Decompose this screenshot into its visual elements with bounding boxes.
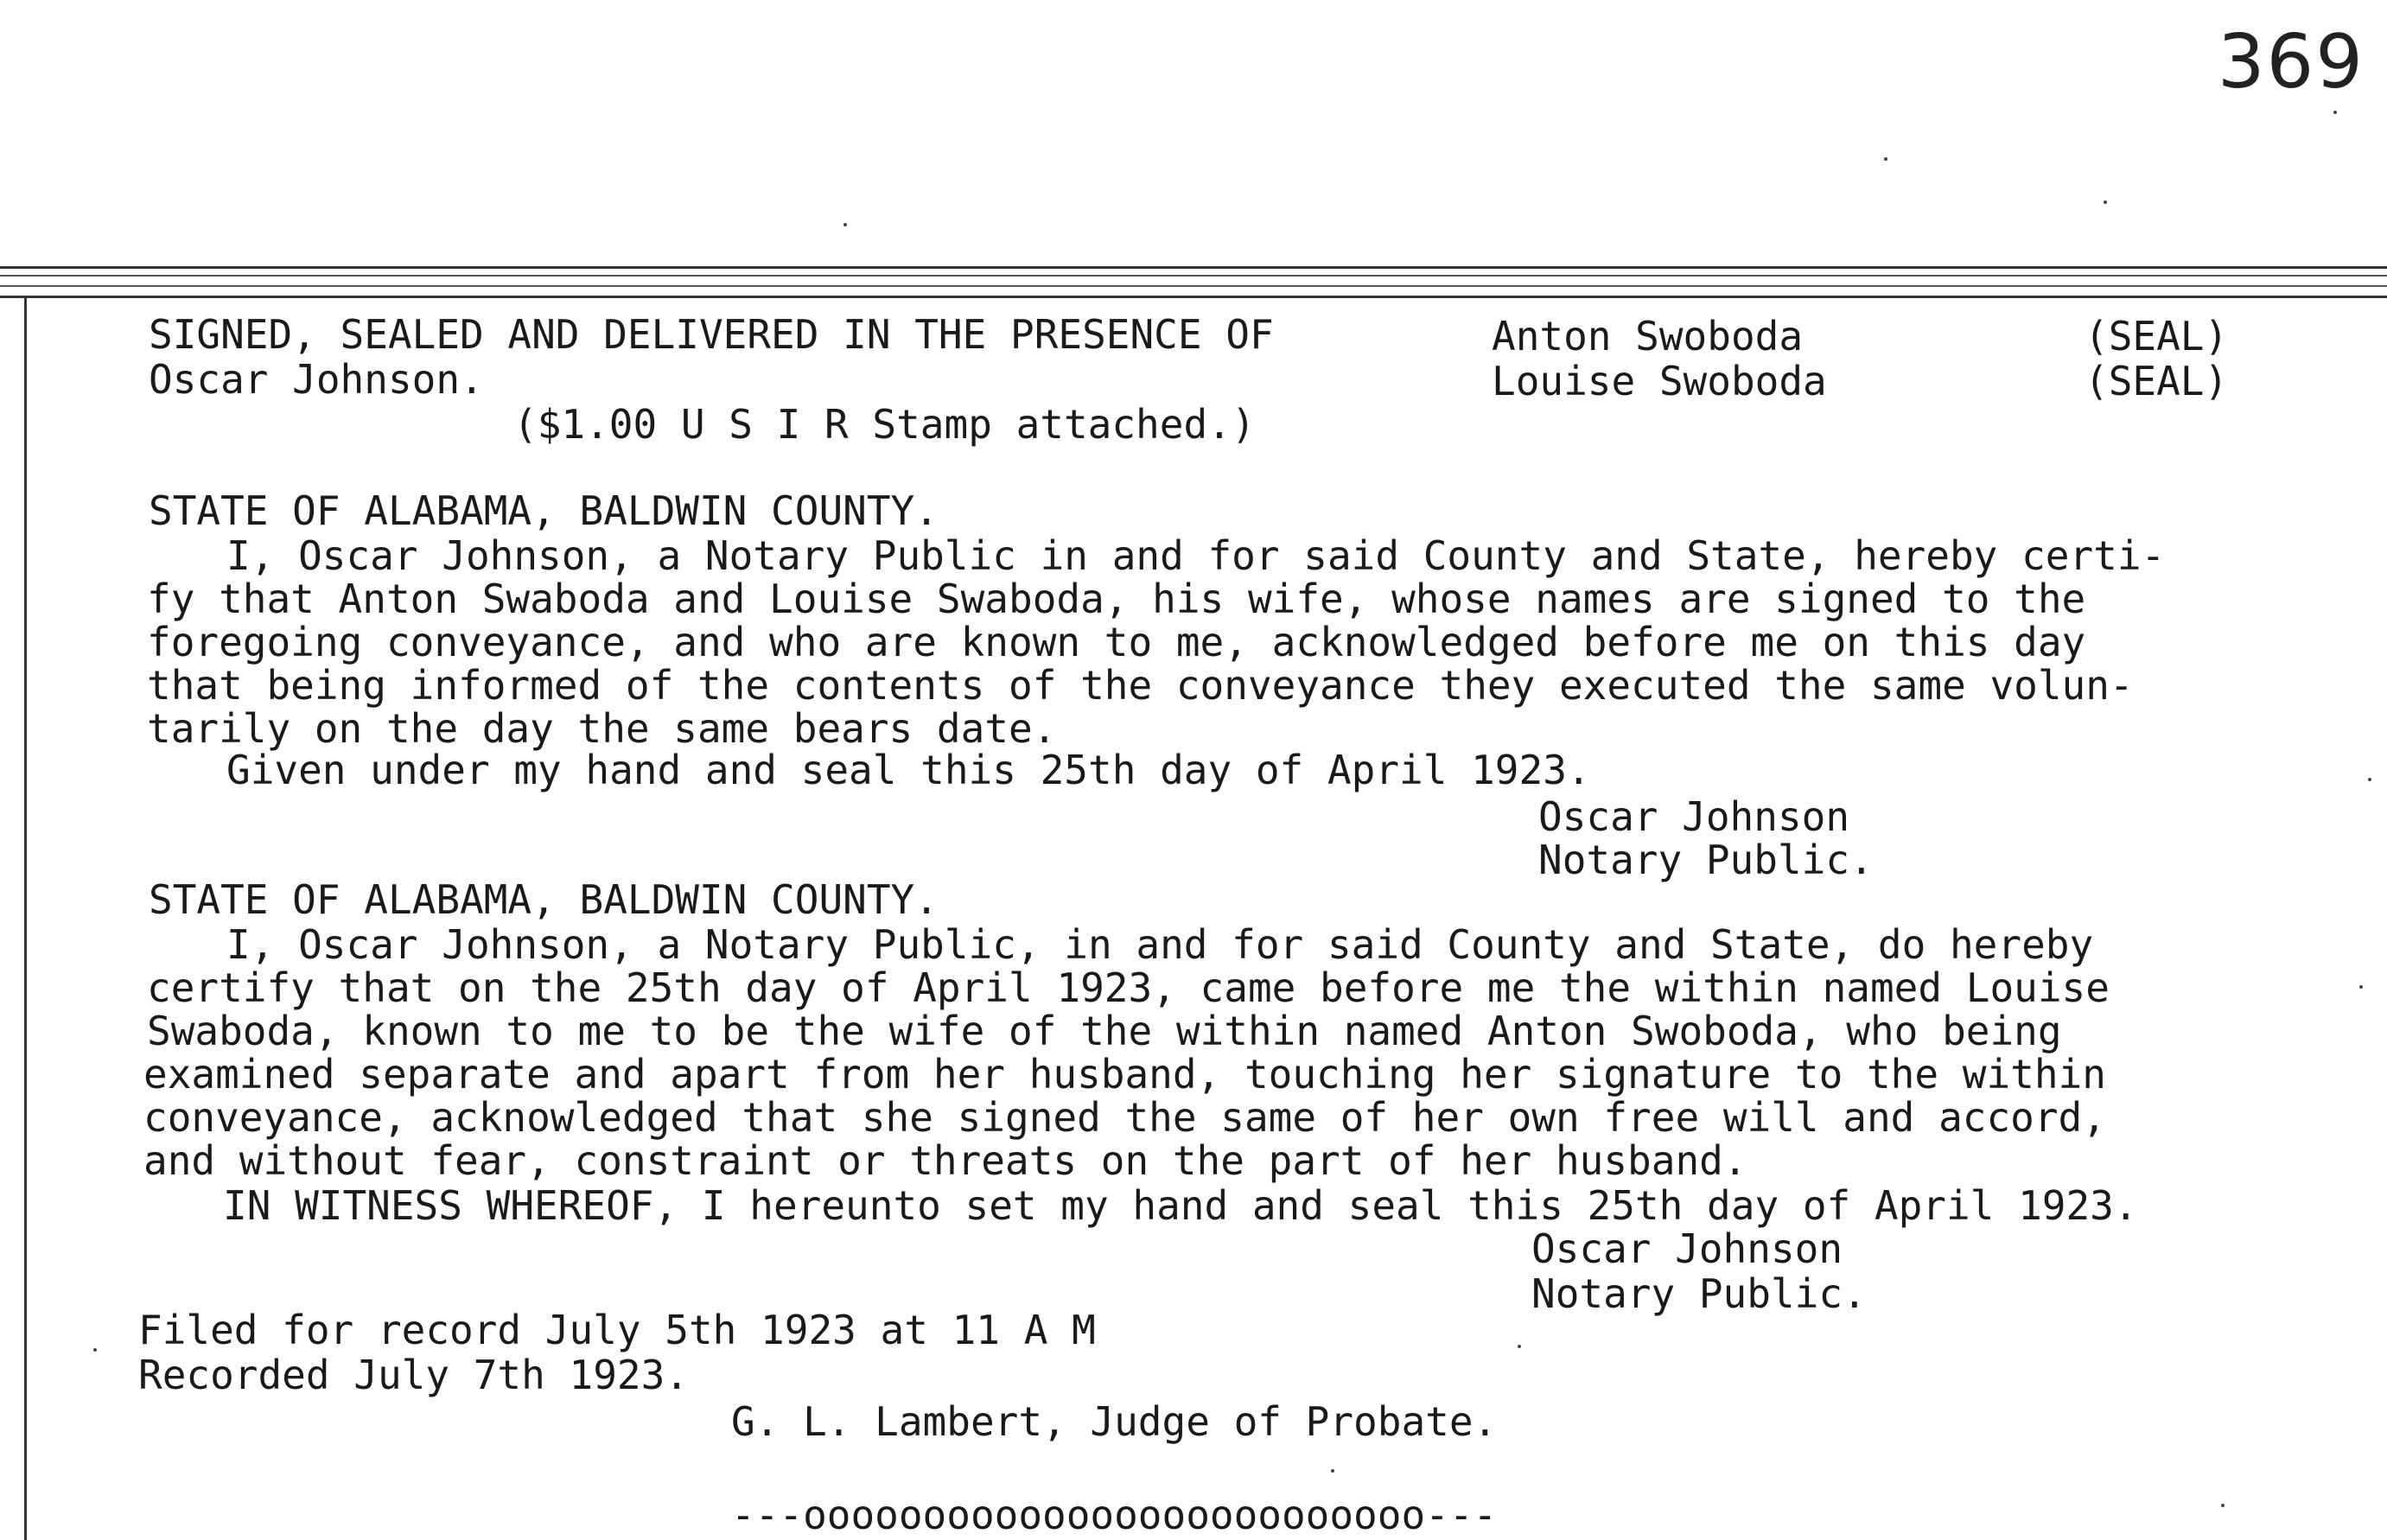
signed-sealed-line: SIGNED, SEALED AND DELIVERED IN THE PRESENCE OF (149, 311, 1274, 358)
scan-speck (1331, 1469, 1334, 1473)
scan-speck (2368, 778, 2371, 781)
header-rule (0, 275, 2387, 277)
sep-ack-line: certify that on the 25th day of April 1923, came before me the within named Louise (147, 964, 2110, 1011)
scan-speck (2359, 985, 2363, 989)
ack-given: Given under my hand and seal this 25th day of April 1923. (226, 747, 1591, 793)
ack-line: I, Oscar Johnson, a Notary Public in and for said County and State, hereby certi- (226, 532, 2166, 579)
stamp-note: ($1.00 U S I R Stamp attached.) (513, 401, 1256, 448)
left-margin-rule (24, 296, 27, 1540)
ack-signature-name: Oscar Johnson (1538, 793, 1850, 840)
signer-1: Anton Swoboda (1492, 313, 1804, 360)
sep-ack-line: I, Oscar Johnson, a Notary Public, in and for said County and State, do hereby (226, 921, 2094, 968)
header-rule (0, 296, 2387, 298)
scan-speck (1518, 1345, 1521, 1348)
sep-ack-signature-name: Oscar Johnson (1531, 1225, 1843, 1272)
scan-speck (843, 223, 847, 226)
scan-speck (1884, 157, 1887, 161)
scan-speck (2333, 111, 2337, 114)
sep-ack-line: conveyance, acknowledged that she signed the same of her own free will and accord, (143, 1094, 2106, 1141)
filed-for-record: Filed for record July 5th 1923 at 11 A M (138, 1307, 1096, 1353)
header-rule (0, 266, 2387, 269)
sep-ack-line: examined separate and apart from her husband, touching her signature to the within (143, 1051, 2106, 1098)
witness-name: Oscar Johnson. (149, 356, 484, 403)
ack-line: foregoing conveyance, and who are known to me, acknowledged before me on this day (147, 619, 2086, 665)
sep-ack-signature-title: Notary Public. (1531, 1270, 1867, 1317)
ack-heading: STATE OF ALABAMA, BALDWIN COUNTY. (149, 487, 939, 534)
ack-line: that being informed of the contents of the conveyance they executed the same volun- (147, 662, 2134, 709)
sep-ack-heading: STATE OF ALABAMA, BALDWIN COUNTY. (149, 876, 939, 923)
ack-line: tarily on the day the same bears date. (147, 705, 1057, 752)
scan-speck (2104, 200, 2107, 204)
scan-speck (2221, 1504, 2225, 1507)
judge-of-probate: G. L. Lambert, Judge of Probate. (731, 1398, 1498, 1445)
recorded-date: Recorded July 7th 1923. (138, 1352, 689, 1398)
page-number: 369 (2217, 19, 2365, 105)
section-divider: ---oooooooooooooooooooooooooo--- (731, 1492, 1498, 1538)
sep-ack-witness: IN WITNESS WHEREOF, I hereunto set my hand and seal this 25th day of April 1923. (223, 1182, 2138, 1229)
signer-2: Louise Swoboda (1492, 358, 1827, 404)
seal-2: (SEAL) (2085, 358, 2229, 404)
sep-ack-line: and without fear, constraint or threats on the part of her husband. (143, 1137, 1747, 1184)
ack-line: fy that Anton Swaboda and Louise Swaboda, his wife, whose names are signed to the (147, 576, 2086, 622)
header-rule (0, 285, 2387, 287)
sep-ack-line: Swaboda, known to me to be the wife of the within named Anton Swoboda, who being (147, 1008, 2062, 1054)
scan-speck (93, 1348, 97, 1352)
ack-signature-title: Notary Public. (1538, 837, 1874, 883)
seal-1: (SEAL) (2085, 313, 2229, 360)
